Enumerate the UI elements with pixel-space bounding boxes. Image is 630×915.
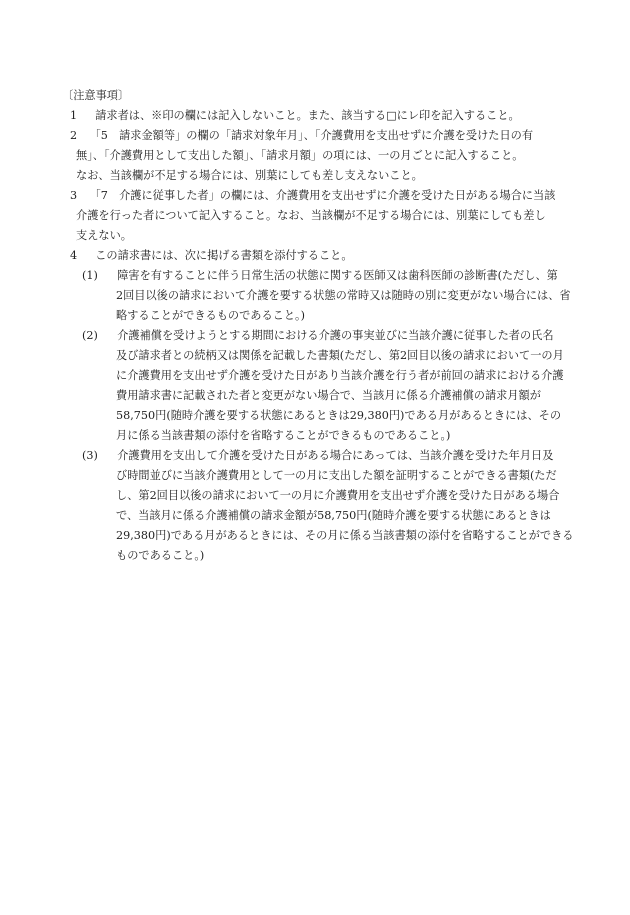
sub-item-line: び時間並びに当該介護費用として一の月に支出した額を証明することができる書類(ただ — [116, 469, 557, 482]
note-line: 請求者は、※印の欄には記入しないこと。また、該当する□にレ印を記入すること。 — [84, 109, 520, 122]
sub-item-line: 略することができるものであること。) — [116, 309, 305, 322]
note-line: なお、当該欄が不足する場合には、別葉にしても差し支えないこと。 — [76, 169, 423, 182]
note-line: この請求書には、次に掲げる書類を添付すること。 — [84, 249, 353, 262]
notes-heading: 〔注意事項〕 — [62, 89, 130, 102]
note-item-1 — [62, 106, 590, 126]
sub-item-line: で、当該月に係る介護補償の請求金額が58,750円(随時介護を要する状態にあるときは — [116, 509, 551, 522]
sub-item-line: 29,380円)である月があるときには、その月に係る当該書類の添付を省略することができる — [116, 529, 574, 542]
note-number: 3 — [70, 189, 78, 202]
note-line: 無」、「介護費用として支出した額」、「請求月額」の項には、一の月ごとに記入すること。 — [76, 149, 524, 162]
sub-item-line: 58,750円(随時介護を要する状態にあるときは29,380円)である月があるときには、その — [116, 409, 562, 422]
note-number: 4 — [70, 249, 78, 262]
note-line: 介護を行った者について記入すること。なお、当該欄が不足する場合には、別葉にしても差し — [76, 209, 546, 222]
sub-item-3 — [62, 446, 590, 566]
sub-item-1 — [62, 266, 590, 326]
sub-item-line: 介護費用を支出して介護を受けた日がある場合にあっては、当該介護を受けた年月日及 — [106, 449, 554, 462]
sub-item-number: (3) — [82, 449, 98, 462]
note-number: 1 — [70, 109, 78, 122]
note-number: 2 — [70, 129, 78, 142]
note-item-4 — [62, 246, 590, 266]
note-line: 「5 請求金額等」の欄の「請求対象年月」、「介護費用を支出せずに介護を受けた日の有 — [84, 129, 534, 142]
sub-item-line: に介護費用を支出せず介護を受けた日があり当該介護を行う者が前回の請求における介護 — [116, 369, 564, 382]
sub-item-line: 2回目以後の請求において介護を要する状態の常時又は随時の別に変更がない場合には、省 — [116, 289, 571, 302]
sub-item-2 — [62, 326, 590, 446]
note-item-2 — [62, 126, 590, 186]
sub-item-line: 費用請求書に記載された者と変更がない場合で、当該月に係る介護補償の請求月額が — [116, 389, 541, 402]
sub-item-number: (1) — [82, 269, 98, 282]
note-line: 「7 介護に従事した者」の欄には、介護費用を支出せずに介護を受けた日がある場合に当該 — [84, 189, 556, 202]
sub-item-line: 及び請求者との続柄又は関係を記載した書類(ただし、第2回目以後の請求において一の月 — [116, 349, 564, 362]
note-line: 支えない。 — [76, 229, 132, 242]
sub-item-line: 障害を有することに伴う日常生活の状態に関する医師又は歯科医師の診断書(ただし、第 — [106, 269, 558, 282]
sub-item-line: ものであること。) — [116, 549, 205, 562]
note-item-3 — [62, 186, 590, 246]
sub-item-number: (2) — [82, 329, 98, 342]
sub-item-line: し、第2回目以後の請求において一の月に介護費用を支出せず介護を受けた日がある場合 — [116, 489, 560, 502]
sub-item-line: 介護補償を受けようとする期間における介護の事実並びに当該介護に従事した者の氏名 — [106, 329, 554, 342]
sub-item-line: 月に係る当該書類の添付を省略することができるものであること。) — [116, 429, 451, 442]
